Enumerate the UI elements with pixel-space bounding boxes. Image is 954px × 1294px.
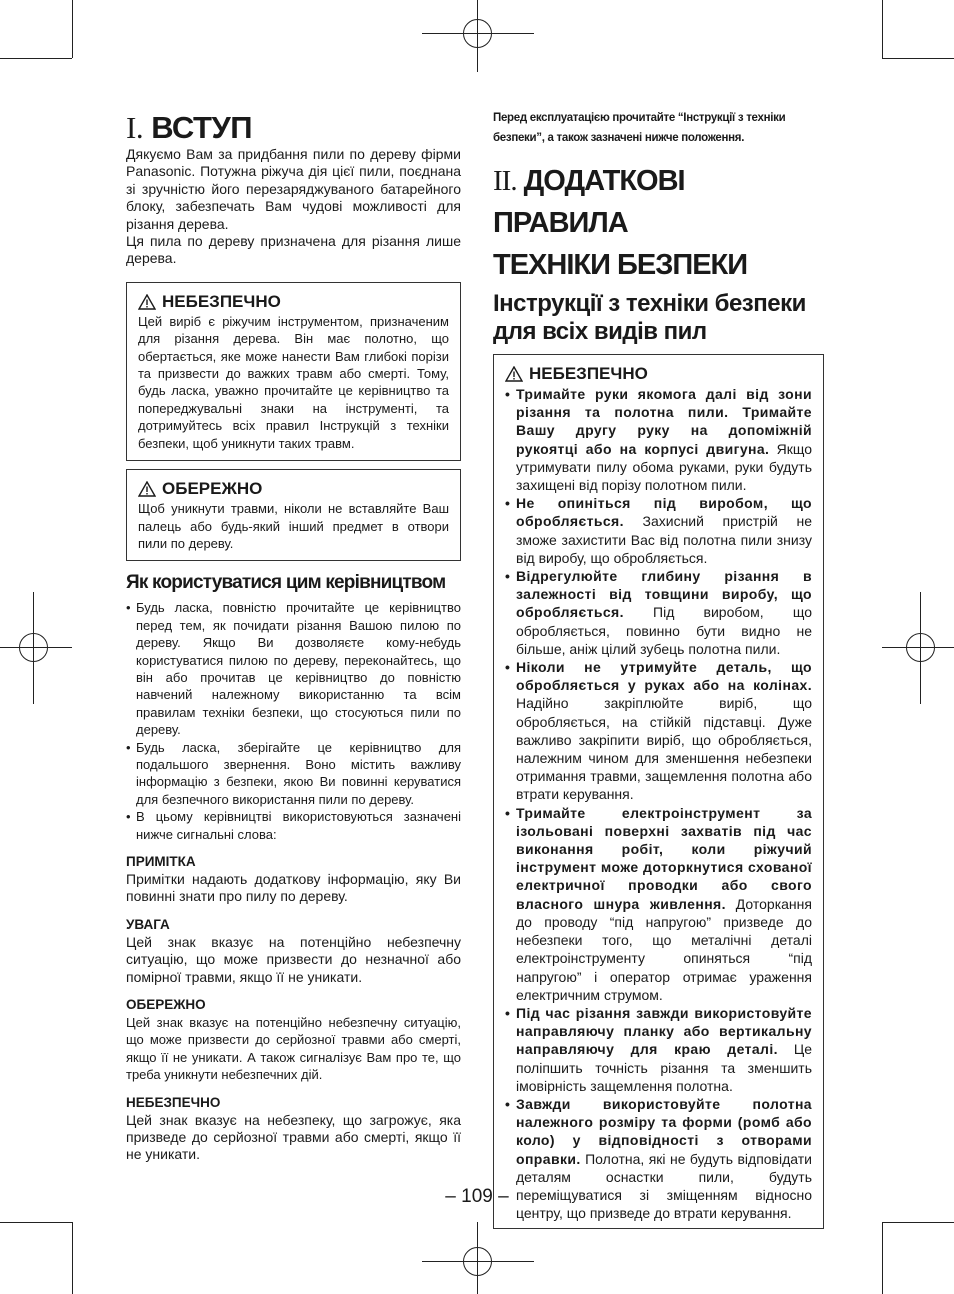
- howto-list: [126, 599, 461, 843]
- danger-box: [126, 282, 461, 461]
- list-item: • Ніколи не утримуйте деталь, що обробляється у руках або на колінах. Надійно закріплюйте виріб, що обробляється, на стійкій підставці. Дуже важливо закріпити виріб, що обробляється, належним чином для зменшення небезпеки отримання травми, защемлення полотна або втрати керування.: [505, 658, 812, 804]
- left-column: [126, 110, 461, 1164]
- warning-triangle-icon: [505, 366, 523, 382]
- safety-subtitle: Інструкції з техніки безпеки для всіх видів пил: [493, 290, 806, 345]
- crop-mark: [882, 1222, 883, 1294]
- read-first-note: Перед експлуатацією прочитайте “Інструкції з техніки безпеки”, а також зазначені нижче положення.: [493, 112, 786, 144]
- crop-mark: [72, 0, 73, 58]
- section-numeral: I.: [126, 110, 144, 145]
- section-title-safety: [493, 160, 824, 286]
- list-item: • Тримайте електроінструмент за ізольовані поверхні захватів під час виконання робіт, коли ріжучий інструмент може доторкнутися схованої електричної проводки або свого власного шнура живлення. Доторкання до проводу “під напругою” призведе до небезпеки того, що металічні деталі електроінструменту опиняться “під напругою” і оператор отримає ураження електричним струмом.: [505, 804, 812, 1004]
- right-column: [493, 108, 824, 1229]
- signal-text: Примітки надають додаткову інформацію, яку Ви повинні знати про пилу по дереву.: [126, 871, 461, 905]
- list-item: • Будь ласка, повністю прочитайте це керівництво перед тем, як почидати різання Вашою пилою по дереву. Якщо Ви дозволяєте кому-небудь користуватися пилою по дереву, переконайтесь, що він або прочитав це керівництво до повністю навчений належному використанню та всім правилам техніки безпеки, що стосуються пили по дереву.: [126, 599, 461, 738]
- crop-mark: [882, 58, 954, 59]
- signal-label: ПРИМІТКА: [126, 854, 196, 869]
- crop-mark: [882, 1222, 954, 1223]
- list-item: • Завжди використовуйте полотна належного розміру та форми (ромб або коло) у відповідності з отворами оправки. Полотна, які не будуть відповідати деталям оснастки пили, будуть переміщуватися зі зміщенням відносно центру, що призведе до втрати керування.: [505, 1095, 812, 1222]
- intro-paragraph: Дякуємо Вам за придбання пили по дереву фірми Panasonic. Потужна ріжуча дія цієї пили, поєднана зі зручністю його перезаряджуваного батарейного блоку, забезпечать Вам чудові можливості для різання дерева.: [126, 146, 461, 232]
- crop-mark: [882, 0, 883, 58]
- howto-title: Як користуватися цим керівництвом: [126, 572, 446, 594]
- signal-text: Цей знак вказує на потенційно небезпечну ситуацію, що може призвести до незначної або помірної травми, якщо її не уникати.: [126, 933, 461, 985]
- signal-text: Цей знак вказує на небезпеку, що загрожує, яка призведе до серйозної травми або смерті, якщо її не уникати.: [126, 1111, 461, 1163]
- list-item: • Не опиніться під виробом, що обробляється. Захисний пристрій не зможе захистити Вас від полотна пили знизу від виробу, що обробляється.: [505, 494, 812, 567]
- signal-text: Цей знак вказує на потенційно небезпечну ситуацію, що може призвести до серйозної травми або смерті, якщо її не уникати. А також сигналізує Вам про те, що треба уникнути небезпечних дій.: [126, 1015, 461, 1083]
- danger-box-title: НЕБЕЗПЕЧНО: [138, 291, 449, 313]
- section-numeral: II.: [493, 165, 517, 197]
- crop-mark: [0, 1222, 72, 1223]
- warning-triangle-icon: [138, 481, 156, 497]
- caution-box-title: ОБЕРЕЖНО: [138, 478, 449, 500]
- signal-label: НЕБЕЗПЕЧНО: [126, 1094, 221, 1110]
- list-item: • Будь ласка, зберігайте це керівництво для подальшого звернення. Воно містить важливу інформацію з безпеки, якою Ви повинні керуватися для безпечного використання пили по дереву.: [126, 739, 461, 809]
- intro-paragraph: Ця пила по дереву призначена для різання лише дерева.: [126, 233, 461, 267]
- danger-box-right: [493, 354, 824, 1229]
- list-item: • Відрегулюйте глибину різання в залежності від товщини виробу, що обробляється. Під виробом, що обробляється, повинно бути видно не більше, аніж цілий зубець полотна пили.: [505, 567, 812, 658]
- danger-box-text: Цей виріб є ріжучим інструментом, призначеним для різання дерева. Він має полотно, що обертається, яке може нанести Вам глибокі порізи та призвести до важких травм або смерті. Тому, будь ласка, уважно прочитайте це керівництво та попереджувальні знаки на інструменті, та дотримуйтесь всіх правил Інструкцій з техніки безпеки, щоб уникнути таких травм.: [138, 313, 449, 451]
- safety-rules-list: [505, 385, 812, 1222]
- section-title-text: ВСТУП: [151, 110, 253, 145]
- list-item: • Під час різання завжди використовуйте направляючу планку або вертикальну направляючу для краю деталі. Це поліпшить точність різання та зменшить імовірність защемлення полотна.: [505, 1004, 812, 1095]
- crop-mark: [72, 1222, 73, 1294]
- signal-label: ОБЕРЕЖНО: [126, 997, 206, 1013]
- warning-triangle-icon: [138, 294, 156, 310]
- list-item: • Тримайте руки якомога далі від зони різання та полотна пили. Тримайте Вашу другу руку на допоміжній рукоятці або на корпусі двигуна. Якщо утримувати пилу обома руками, руки будуть захищені від порізу полотном пили.: [505, 385, 812, 494]
- signal-label: УВАГА: [126, 916, 170, 932]
- section-title-intro: [126, 110, 461, 146]
- section-title-line2: ТЕХНІКИ БЕЗПЕКИ: [493, 249, 748, 281]
- page-number: – 109 –: [445, 1186, 509, 1207]
- list-item: • В цьому керівництві використовуються зазначені нижче сигнальні слова:: [126, 808, 461, 843]
- crop-mark: [0, 58, 72, 59]
- caution-box-text: Щоб уникнути травми, ніколи не вставляйте Ваш палець або будь-який інший предмет в отвори пили по дереву.: [138, 501, 449, 551]
- section-title-line1: ДОДАТКОВІ ПРАВИЛА: [493, 165, 685, 239]
- caution-box: [126, 469, 461, 561]
- danger-box-title: НЕБЕЗПЕЧНО: [505, 363, 812, 385]
